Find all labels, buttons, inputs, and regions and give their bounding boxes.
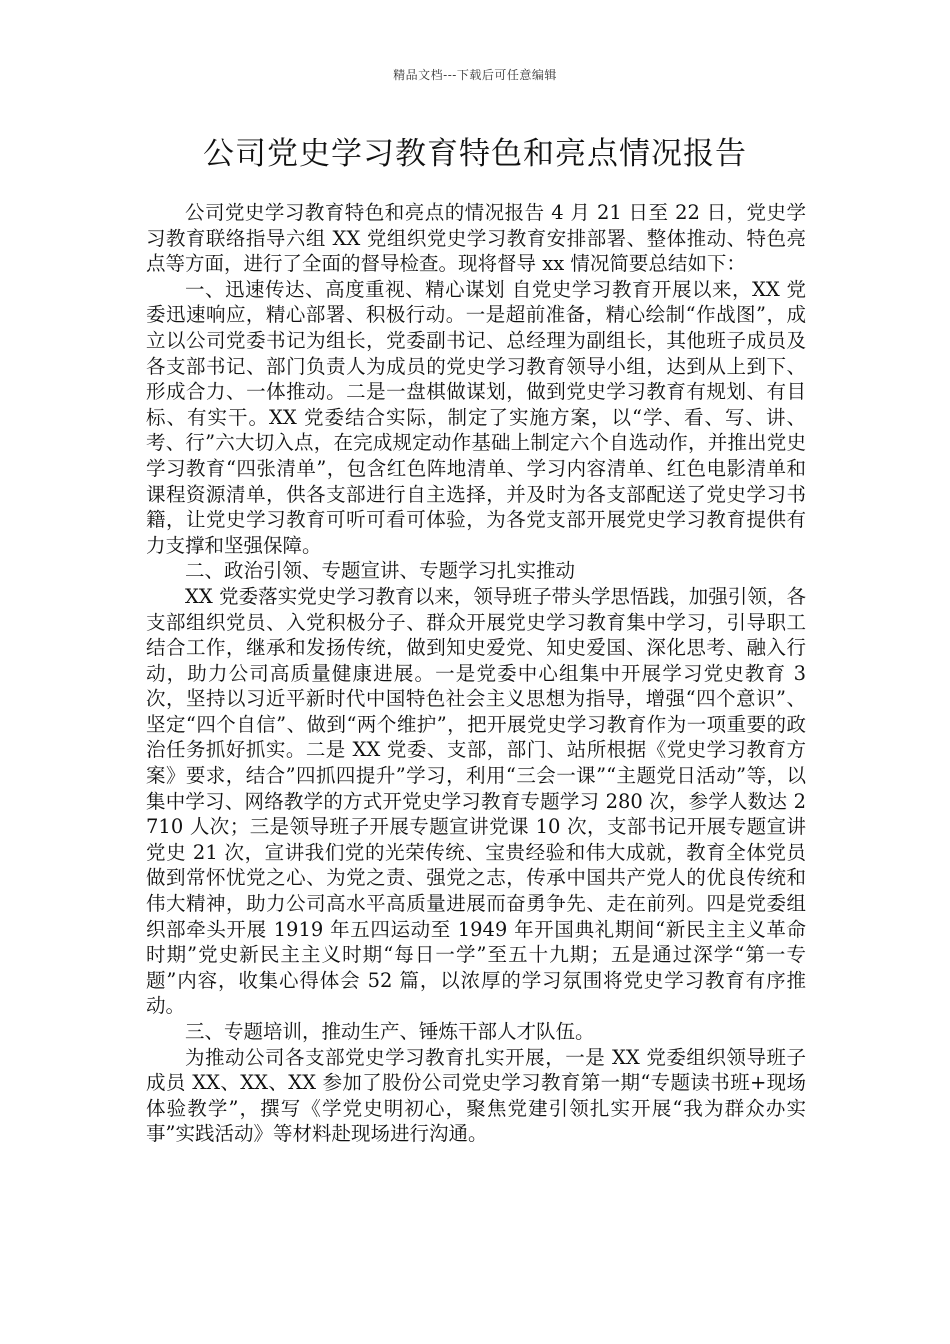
paragraph-section-1: 一、迅速传达、高度重视、精心谋划 自党史学习教育开展以来，XX 党委迅速响应，精心部署、积极行动。一是超前准备，精心绘制“作战图”，成立以公司党委书记为组长，党委副书记、总经理为副组长，其他班子成员及各支部书记、部门负责人为成员的党史学习教育领导小组，达到从上到下、形成合力、一体推动。二是一盘棋做谋划，做到党史学习教育有规划、有目标、有实干。XX 党委结合实际，制定了实施方案，以“学、看、写、讲、考、行”六大切入点，在完成规定动作基础上制定六个自选动作，并推出党史学习教育“四张清单”，包含红色阵地清单、学习内容清单、红色电影清单和课程资源清单，供各支部进行自主选择，并及时为各支部配送了党史学习书籍，让党史学习教育可听可看可体验，为各党支部开展党史学习教育提供有力支撑和坚强保障。 <box>146 277 806 557</box>
paragraph-intro: 公司党史学习教育特色和亮点的情况报告 4 月 21 日至 22 日，党史学习教育联络指导六组 XX 党组织党史学习教育安排部署、整体推动、特色亮点等方面，进行了全面的督导检查。现将督导 xx 情况简要总结如下： <box>146 201 806 276</box>
section-heading-3: 三、专题培训，推动生产、锤炼干部人才队伍。 <box>185 1020 595 1043</box>
paragraph-section-3: 为推动公司各支部党史学习教育扎实开展，一是 XX 党委组织领导班子成员 XX、XX、XX 参加了股份公司党史学习教育第一期“专题读书班+现场体验教学”，撰写《学党史明初心，聚焦党建引领扎实开展“我为群众办实事”实践活动》等材料赴现场进行沟通。 <box>146 1045 806 1146</box>
page-header: 精品文档---下载后可任意编辑 <box>393 68 557 82</box>
document-body <box>146 200 806 1147</box>
paragraph-section-2: XX 党委落实党史学习教育以来，领导班子带头学思悟践，加强引领，各支部组织党员、入党积极分子、群众开展党史学习教育集中学习，引导职工结合工作，继承和发扬传统，做到知史爱党、知史爱国、深化思考、融入行动，助力公司高质量健康进展。一是党委中心组集中开展学习党史教育 3 次，坚持以习近平新时代中国特色社会主义思想为指导，增强“四个意识”、坚定“四个自信”、做到“两个维护”，把开展党史学习教育作为一项重要的政治任务抓好抓实。二是 XX 党委、支部，部门、站所根据《党史学习教育方案》要求，结合”四抓四提升”学习，利用“三会一课”“主题党日活动”等，以集中学习、网络教学的方式开党史学习教育专题学习 280 次，参学人数达 2710 人次；三是领导班子开展专题宣讲党课 10 次，支部书记开展专题宣讲党史 21 次，宣讲我们党的光荣传统、宝贵经验和伟大成就，教育全体党员做到常怀忧党之心、为党之责、强党之志，传承中国共产党人的优良传统和伟大精神，助力公司高水平高质量进展而奋勇争先、走在前列。四是党委组织部牵头开展 1919 年五四运动至 1949 年开国典礼期间“新民主主义革命时期”党史新民主主义时期“每日一学”至五十九期；五是通过深学“第一专题”内容，收集心得体会 52 篇，以浓厚的学习氛围将党史学习教育有序推动。 <box>146 584 806 1018</box>
document-title: 公司党史学习教育特色和亮点情况报告 <box>203 136 747 172</box>
section-heading-2: 二、政治引领、专题宣讲、专题学习扎实推动 <box>185 559 576 583</box>
